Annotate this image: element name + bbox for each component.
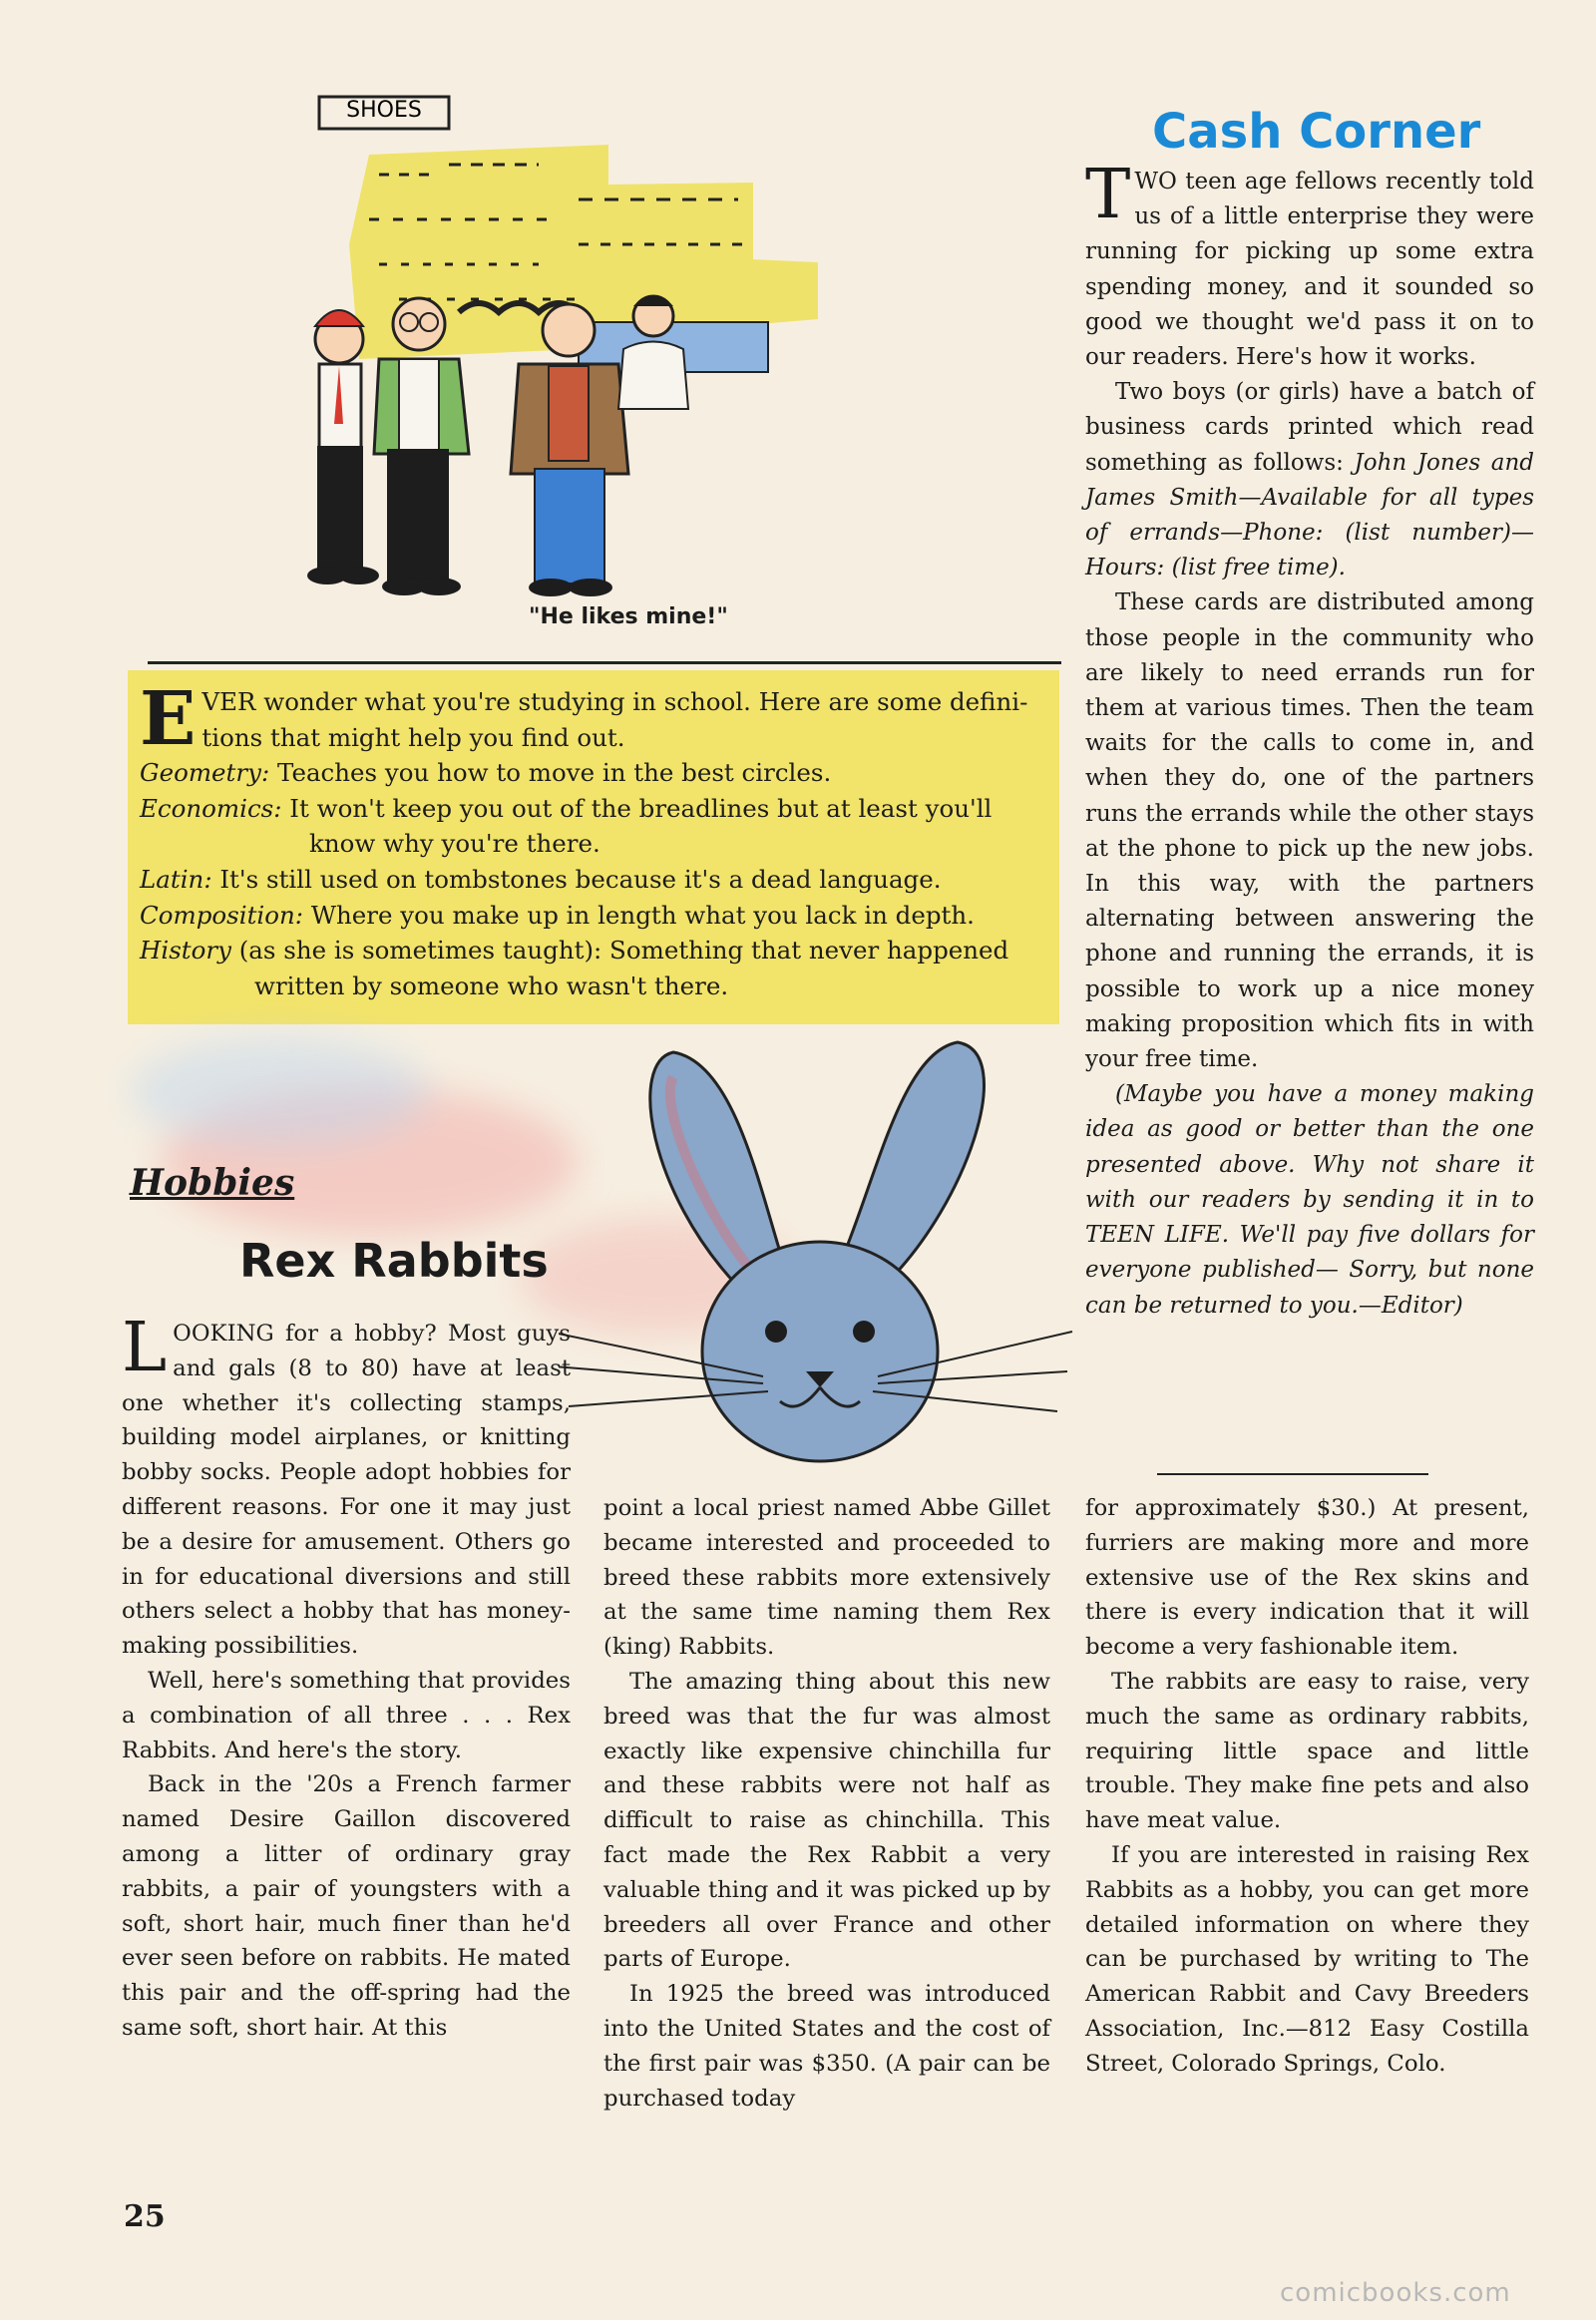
cash-paragraph: TWO teen age fellows recently told us of a little enterprise they were running for picking up some extra spending money, and it sounded so good we thought we'd pass it on to our readers. Here's how it works. xyxy=(1085,156,1534,371)
blue-wash xyxy=(130,1037,429,1147)
rabbit-icon xyxy=(559,1032,1077,1491)
cash-corner-divider xyxy=(1157,1473,1428,1475)
article-paragraph: LOOKING for a hobby? Most guys and gals (8 to 80) have at least one whether it's collecting stamps, building model airplanes, or knitting bobby socks. People adopt hobbies for different reasons. For one it may just be a desire for amusement. Others go in for educational diversions and still others select a hobby that has money-making possibilities. xyxy=(122,1309,571,1660)
section-label: Hobbies xyxy=(130,1162,295,1204)
cash-corner-article xyxy=(1085,156,1534,1324)
definitions-dropcap: E xyxy=(140,676,197,762)
cartoon-caption: "He likes mine!" xyxy=(529,604,728,629)
definitions-line: know why you're there. xyxy=(309,829,600,859)
article-paragraph: for approximately $30.) At present, furriers are making more and more extensive use of the Rex skins and there is every indication that it will become a very fashionable item. xyxy=(1085,1495,1529,1661)
definitions-divider xyxy=(148,661,1061,664)
definition-latin: Latin: It's still used on tombstones because it's a dead language. xyxy=(140,864,942,894)
definitions-box xyxy=(128,670,1059,1024)
editor-note: (Maybe you have a money making idea as good or better than the one presented above. Why not share it with our readers by sending it in to TEEN LIFE. We'll pay five dollars for everyone published— Sorry, but none can be returned to you.—Editor) xyxy=(1085,1081,1534,1319)
article-column xyxy=(122,1309,571,2046)
cash-paragraph: These cards are distributed among those people in the community who are likely to need errands run for them at various times. Then the team waits for the calls to come in, and when they do, one of the partners runs the errands while the other stays at the phone to pick up the new jobs. In this way, with the partners alternating between answering the phone and running the errands, it is possible to work up a nice money making proposition which fits in with your free time. xyxy=(1085,589,1534,1073)
article-paragraph: point a local priest named Abbe Gillet became interested and proceeded to breed these rabbits more extensively at the same time naming them Rex (king) Rabbits. xyxy=(603,1495,1050,1661)
definition-composition: Composition: Where you make up in length what you lack in depth. xyxy=(140,900,975,930)
definition-history: History (as she is sometimes taught): Something that never happened xyxy=(140,936,1009,966)
article-paragraph: Well, here's something that provides a combination of all three . . . Rex Rabbits. And here's the story. xyxy=(122,1667,571,1763)
definition-economics: Economics: It won't keep you out of the breadlines but at least you'll xyxy=(140,793,993,823)
article-column xyxy=(603,1491,1050,2116)
cash-paragraph: Two boys (or girls) have a batch of business cards printed which read something as follows: John Jones and James Smith—Available for all types of errands—Phone: (list number)—Hours: (list free time). xyxy=(1085,379,1534,581)
watermark: comicbooks.com xyxy=(1280,2278,1511,2308)
article-paragraph: Back in the '20s a French farmer named Desire Gaillon discovered among a litter of ordinary gray rabbits, a pair of youngsters with a soft, short hair, much finer than he'd ever seen before on rabbits. He mated this pair and the off-spring had the same soft, short hair. At this xyxy=(122,1771,571,2041)
article-column xyxy=(1085,1491,1529,2082)
store-sign: SHOES xyxy=(346,98,422,123)
article-paragraph: In 1925 the breed was introduced into the United States and the cost of the first pair was $350. (A pair can be purchased today xyxy=(603,1981,1050,2112)
definitions-line: tions that might help you find out. xyxy=(201,722,625,752)
definition-geometry: Geometry: Teaches you how to move in the best circles. xyxy=(140,758,832,788)
article-paragraph: The rabbits are easy to raise, very much the same as ordinary rabbits, requiring little space and little trouble. They make fine pets and also have meat value. xyxy=(1085,1668,1529,1834)
article-paragraph: If you are interested in raising Rex Rabbits as a hobby, you can get more detailed information on where they can be purchased by writing to The American Rabbit and Cavy Breeders Association, Inc.—812 Easy Costilla Street, Colorado Springs, Colo. xyxy=(1085,1841,1529,2077)
article-title: Rex Rabbits xyxy=(239,1234,549,1288)
cash-corner-title: Cash Corner xyxy=(1152,104,1481,160)
article-paragraph: The amazing thing about this new breed was that the fur was almost exactly like expensive chinchilla fur and these rabbits were not half as difficult to raise as chinchilla. This fact made the Rex Rabbit a very valuable thing and it was picked up by breeders all over France and other parts of Europe. xyxy=(603,1668,1050,1973)
definitions-line: VER wonder what you're studying in school. Here are some defini- xyxy=(201,687,1028,716)
page-number: 25 xyxy=(124,2199,166,2234)
definitions-line: written by someone who wasn't there. xyxy=(254,970,729,1000)
article-dropcap: L xyxy=(122,1309,168,1387)
cartoon-illustration xyxy=(279,95,858,633)
cash-dropcap: T xyxy=(1085,156,1131,234)
